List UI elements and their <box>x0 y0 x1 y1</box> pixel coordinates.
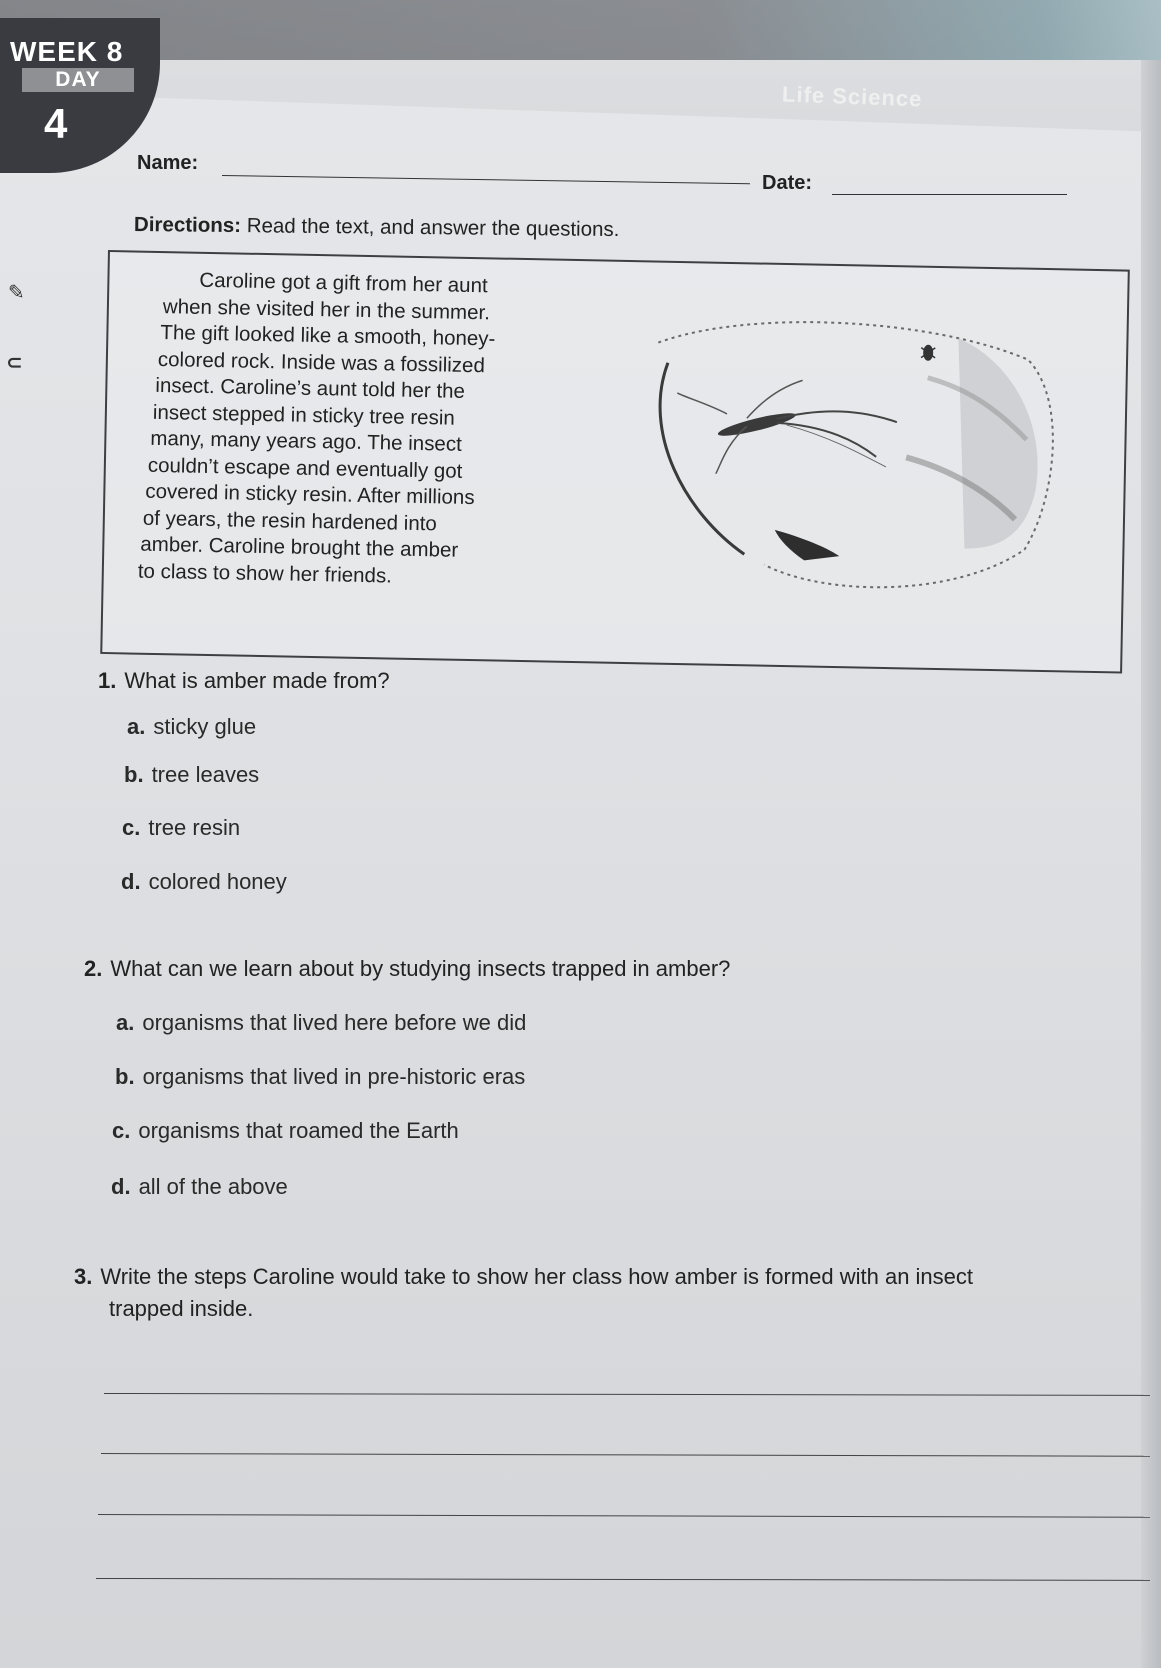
question-number: 3. <box>74 1264 93 1289</box>
small-bug-icon <box>921 345 935 361</box>
option-letter: a. <box>116 1010 135 1035</box>
passage-line: to class to show her friends. <box>137 559 393 588</box>
option-letter: d. <box>121 869 141 894</box>
week-label: WEEK 8 <box>10 36 124 67</box>
option-letter: b. <box>124 762 144 787</box>
answer-line-3[interactable] <box>98 1514 1150 1518</box>
passage-text <box>138 267 544 593</box>
passage-line: insect stepped in sticky tree resin <box>152 400 456 430</box>
reading-passage-box <box>100 250 1130 674</box>
passage-line: covered in sticky resin. After millions <box>145 479 475 510</box>
option-1b[interactable] <box>124 762 259 788</box>
passage-line: when she visited her in the summer. <box>162 294 491 324</box>
option-letter: c. <box>122 815 141 840</box>
question-number: 2. <box>84 956 103 981</box>
name-label: Name: <box>137 152 199 174</box>
insect-icon <box>676 378 898 477</box>
option-1d[interactable] <box>121 869 287 895</box>
option-text: tree leaves <box>151 762 260 787</box>
question-2 <box>84 956 730 982</box>
option-text: organisms that roamed the Earth <box>138 1118 459 1143</box>
option-2a[interactable] <box>116 1010 526 1036</box>
option-letter: c. <box>112 1118 131 1143</box>
dark-shard <box>774 530 840 561</box>
date-field[interactable] <box>832 194 1067 195</box>
pencil-icon: ✎ <box>8 282 25 304</box>
question-3-continued <box>109 1296 253 1322</box>
passage-line: The gift looked like a smooth, honey- <box>160 321 496 351</box>
passage-line: many, many years ago. The insect <box>150 426 463 456</box>
passage-line: couldn’t escape and eventually got <box>147 453 463 483</box>
option-1c[interactable] <box>122 815 240 841</box>
passage-line: insect. Caroline’s aunt told her the <box>155 373 466 403</box>
day-label: DAY <box>22 68 134 92</box>
answer-line-1[interactable] <box>104 1393 1150 1396</box>
subject-label: Life Science <box>781 81 923 112</box>
question-text: What is amber made from? <box>124 668 390 693</box>
option-letter: a. <box>127 714 146 739</box>
header-band <box>0 0 1161 132</box>
day-number: 4 <box>44 100 68 147</box>
option-1a[interactable] <box>127 714 256 740</box>
directions-text: Read the text, and answer the questions. <box>240 214 620 242</box>
option-text: organisms that lived in pre-historic eras <box>142 1064 526 1089</box>
option-text: all of the above <box>138 1174 288 1199</box>
page-right-edge <box>1141 60 1161 1668</box>
option-text: sticky glue <box>153 714 257 739</box>
option-text: organisms that lived here before we did <box>142 1010 527 1035</box>
option-letter: d. <box>111 1174 131 1199</box>
insect-in-amber-illustration <box>623 312 1068 610</box>
passage-line: of years, the resin hardened into <box>142 506 438 535</box>
cropped-side-icon: ⊂ <box>6 352 23 374</box>
answer-line-2[interactable] <box>101 1453 1150 1457</box>
passage-line: Caroline got a gift from her aunt <box>199 268 488 298</box>
question-1 <box>98 668 390 694</box>
question-text: What can we learn about by studying insects trapped in amber? <box>110 956 731 981</box>
option-text: colored honey <box>148 869 287 894</box>
side-icons <box>0 280 38 420</box>
date-label: Date: <box>762 172 813 194</box>
passage-line: colored rock. Inside was a fossilized <box>157 347 486 377</box>
answer-line-4[interactable] <box>96 1578 1150 1581</box>
question-3 <box>74 1264 973 1290</box>
option-text: tree resin <box>148 815 241 840</box>
directions-label: Directions: <box>133 213 242 238</box>
passage-line: amber. Caroline brought the amber <box>140 532 459 562</box>
question-text: trapped inside. <box>109 1296 254 1321</box>
option-letter: b. <box>115 1064 135 1089</box>
name-field[interactable] <box>222 175 750 184</box>
option-2b[interactable] <box>115 1064 525 1090</box>
question-number: 1. <box>98 668 117 693</box>
question-text: Write the steps Caroline would take to show her class how amber is formed with an insect <box>100 1264 974 1289</box>
option-2c[interactable] <box>112 1118 459 1144</box>
directions <box>134 213 620 242</box>
amber-outline <box>654 319 1055 590</box>
option-2d[interactable] <box>111 1174 288 1200</box>
